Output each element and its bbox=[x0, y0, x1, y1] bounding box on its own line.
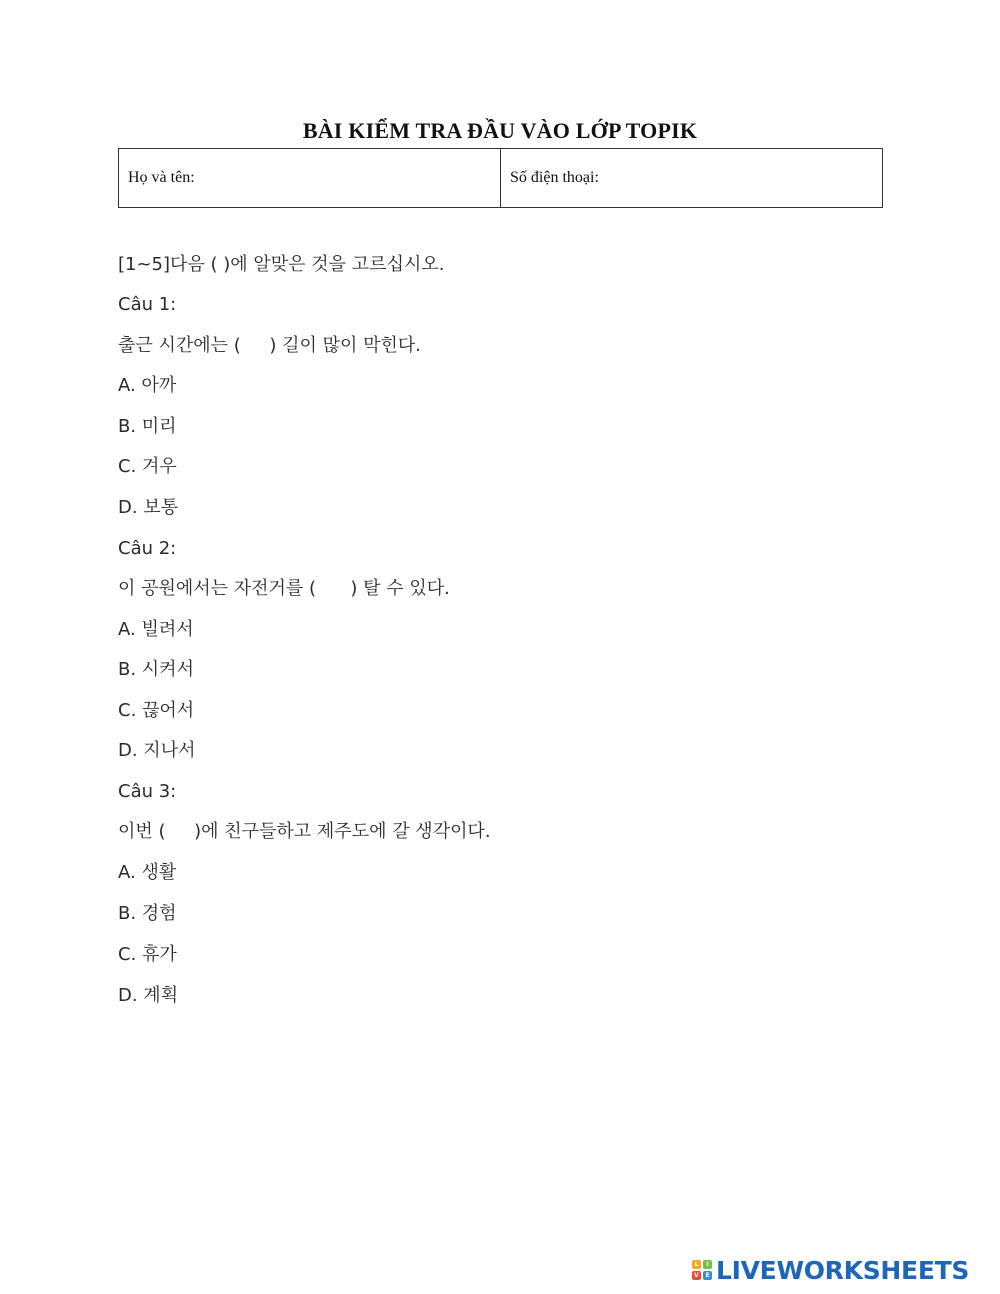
question-2-option-b[interactable]: B. 시켜서 bbox=[118, 659, 194, 680]
question-1-option-b[interactable]: B. 미리 bbox=[118, 416, 177, 437]
question-3-option-c[interactable]: C. 휴가 bbox=[118, 944, 177, 965]
question-1-option-c[interactable]: C. 겨우 bbox=[118, 456, 177, 477]
question-1-prompt: 출근 시간에는 ( ) 길이 많이 막힌다. bbox=[118, 335, 422, 356]
liveworksheets-logo bbox=[692, 1255, 969, 1285]
question-2-option-a[interactable]: A. 빌려서 bbox=[118, 619, 194, 640]
logo-mark-cell: E bbox=[703, 1271, 712, 1280]
question-3-prompt: 이번 ( )에 친구들하고 제주도에 갈 생각이다. bbox=[118, 821, 491, 842]
question-3-option-a[interactable]: A. 생활 bbox=[118, 862, 177, 883]
question-2-option-c[interactable]: C. 끊어서 bbox=[118, 700, 195, 721]
student-info-table bbox=[118, 148, 883, 208]
phone-field[interactable] bbox=[501, 149, 883, 208]
name-label: Họ và tên: bbox=[128, 169, 195, 186]
logo-mark-cell: I bbox=[703, 1260, 712, 1269]
name-field[interactable] bbox=[119, 149, 501, 208]
question-2-label: Câu 2: bbox=[118, 538, 177, 559]
logo-mark-cell: V bbox=[692, 1271, 701, 1280]
instruction-text: [1~5]다음 ( )에 알맞은 것을 고르십시오. bbox=[118, 254, 445, 275]
phone-label: Số điện thoại: bbox=[510, 169, 599, 186]
document-title: BÀI KIỂM TRA ĐẦU VÀO LỚP TOPIK bbox=[302, 118, 698, 143]
question-3-label: Câu 3: bbox=[118, 781, 177, 802]
question-1-option-d[interactable]: D. 보통 bbox=[118, 497, 179, 518]
question-1-option-a[interactable]: A. 아까 bbox=[118, 375, 177, 396]
question-2-prompt: 이 공원에서는 자전거를 ( ) 탈 수 있다. bbox=[118, 578, 450, 599]
logo-mark-cell: L bbox=[692, 1260, 701, 1269]
question-3-option-d[interactable]: D. 계획 bbox=[118, 985, 179, 1006]
question-3-option-b[interactable]: B. 경험 bbox=[118, 903, 177, 924]
question-1-label: Câu 1: bbox=[118, 294, 177, 315]
question-2-option-d[interactable]: D. 지나서 bbox=[118, 740, 196, 761]
liveworksheets-mark-icon bbox=[692, 1260, 712, 1280]
logo-text: LIVEWORKSHEETS bbox=[716, 1255, 970, 1285]
